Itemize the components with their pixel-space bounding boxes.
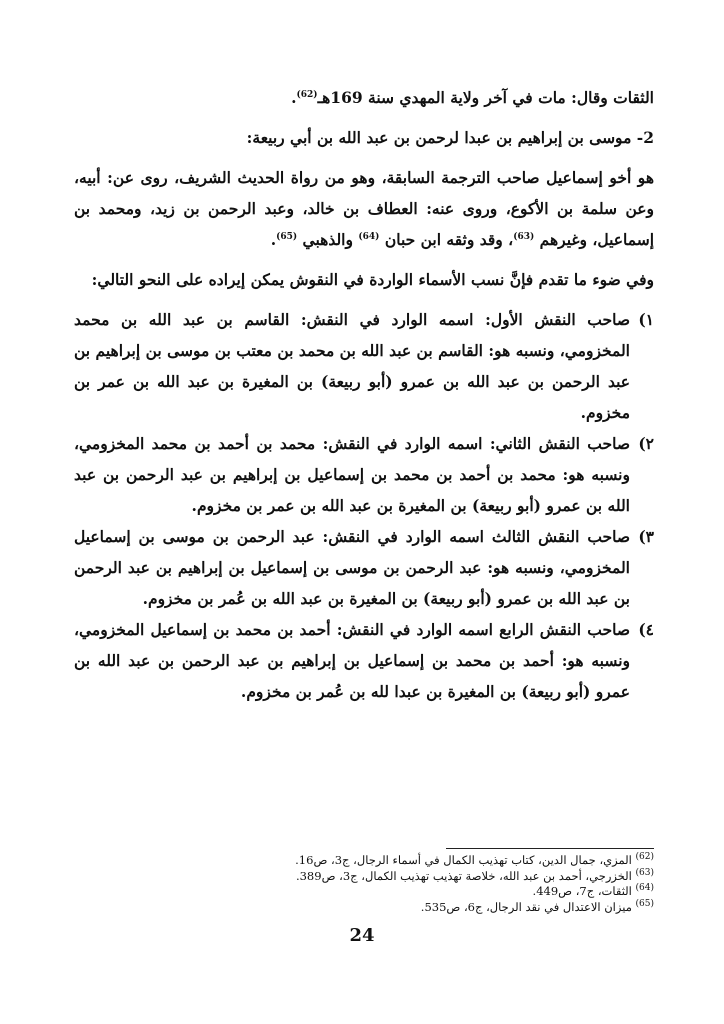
footnote-number: (64) <box>635 883 654 894</box>
footnote-ref-63: (63) <box>513 231 535 242</box>
footnote-number: (62) <box>635 852 654 863</box>
page-body <box>74 82 654 707</box>
footnote-number: (65) <box>635 898 654 909</box>
biography-period: . <box>270 230 277 249</box>
footnote-ref-65: (65) <box>276 231 298 242</box>
footnotes <box>74 853 654 915</box>
footnote-text: الثقات، ج7، ص449. <box>532 884 636 898</box>
footnote <box>74 853 654 869</box>
list-item <box>74 304 654 428</box>
footnote-number: (63) <box>635 867 654 878</box>
list-item-number: ١) <box>638 310 654 329</box>
footnote <box>74 884 654 900</box>
footnote <box>74 900 654 916</box>
biography-text-3: والذهبي <box>297 230 359 249</box>
list-item-text: صاحب النقش الرابع اسمه الوارد في النقش: أحمد بن محمد بن إسماعيل المخزومي، ونسبه هو: أحمد بن محمد بن إسماعيل بن إبراهيم بن عبد الرحمن بن عبد الله بن عمرو (أبو ربيعة) بن المغيرة بن عبدا لله بن عُمر بن مخزوم. <box>74 620 630 701</box>
footnote-text: الخزرجي، أحمد بن عبد الله، خلاصة تهذيب تهذيب الكمال، ج3، ص389. <box>295 868 636 883</box>
footnote-text: المزي، جمال الدين، كتاب تهذيب الكمال في أسماء الرجال، ج3، ص16. <box>295 853 636 867</box>
list-item <box>74 521 654 614</box>
biography-text-1: هو أخو إسماعيل صاحب الترجمة السابقة، وهو من رواة الحديث الشريف، روى عن: أبيه، وعن سلمة بن الأكوع، وروى عنه: العطاف بن خالد، وعبد الرحمن بن زيد، ومحمد بن إسماعيل، وغيرهم <box>74 168 654 249</box>
section-heading: 2- موسى بن إبراهيم بن عبدا لرحمن بن عبد الله بن أبي ربيعة: <box>246 128 654 147</box>
opening-period: . <box>291 88 297 107</box>
list-item-number: ٤) <box>638 620 654 639</box>
opening-text: الثقات وقال: مات في آخر ولاية المهدي سنة 169هـ <box>317 88 654 107</box>
biography-text-2: ، وقد وثقه ابن حبان <box>379 230 514 249</box>
opening-line <box>74 82 654 113</box>
footnote-text: ميزان الاعتدال في نقد الرجال، ج6، ص535. <box>420 899 636 914</box>
footnote <box>74 869 654 885</box>
footnote-ref-62: (62) <box>296 89 318 100</box>
list-item-text: صاحب النقش الثالث اسمه الوارد في النقش: عبد الرحمن بن موسى بن إسماعيل المخزومي، ونسبه هو: عبد الرحمن بن موسى بن إسماعيل بن إبراهيم بن عبد الرحمن بن عبد الله بن عمرو (أبو ربيعة) بن المغيرة بن عبد الله بن عُمر بن مخزوم. <box>74 527 630 608</box>
list-item-number: ٢) <box>638 434 654 453</box>
list-item-text: صاحب النقش الثاني: اسمه الوارد في النقش: محمد بن أحمد بن محمد المخزومي، ونسبه هو: محمد بن أحمد بن محمد بن إسماعيل بن إبراهيم بن عبد الرحمن بن عبد الله بن عمرو (أبو ربيعة) بن المغيرة بن عبد الله بن عمر بن مخزوم. <box>74 434 630 515</box>
biography-paragraph <box>74 162 654 255</box>
footnote-ref-64: (64) <box>358 231 380 242</box>
intro-paragraph: وفي ضوء ما تقدم فإنَّ نسب الأسماء الواردة في النقوش يمكن إيراده على النحو التالي: <box>91 270 654 289</box>
list-item <box>74 614 654 707</box>
list-item <box>74 428 654 521</box>
list-item-text: صاحب النقش الأول: اسمه الوارد في النقش: القاسم بن عبد الله بن محمد المخزومي، ونسبه هو: القاسم بن عبد الله بن محمد بن معتب بن موسى بن إبراهيم بن عبد الرحمن بن عبد الله بن عمرو (أبو ربيعة) بن المغيرة بن عبد الله بن عمر بن مخزوم. <box>74 310 630 422</box>
footnote-divider <box>446 848 654 849</box>
page-number: 24 <box>349 925 375 946</box>
list-item-number: ٣) <box>638 527 654 546</box>
